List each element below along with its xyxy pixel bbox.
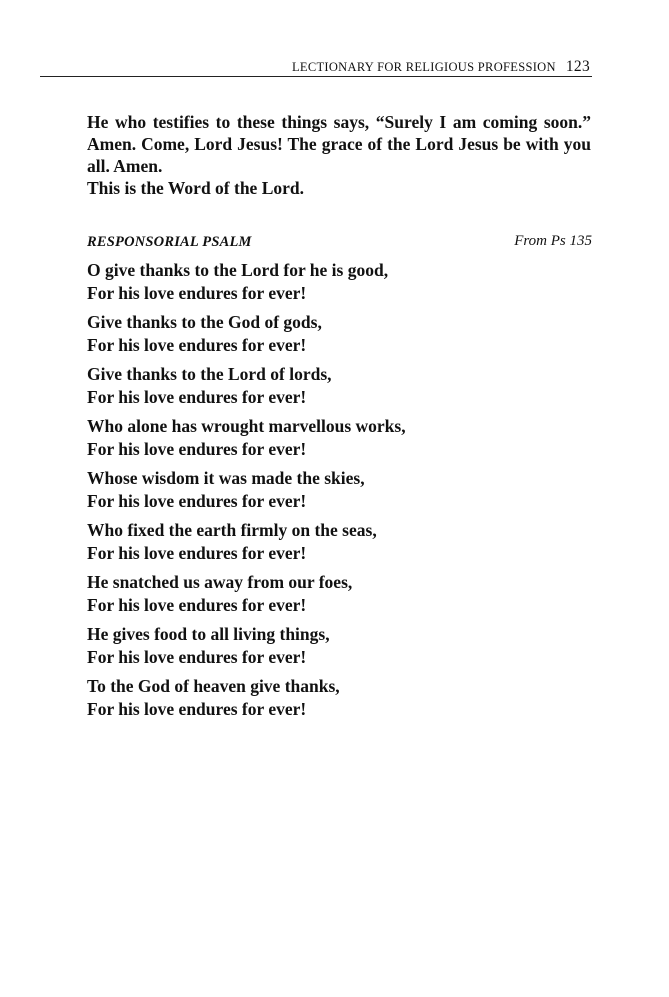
running-title: LECTIONARY FOR RELIGIOUS PROFESSION	[291, 60, 556, 74]
psalm-verse-line: Give thanks to the Lord of lords,	[87, 364, 332, 384]
psalm-verse-line: He gives food to all living things,	[87, 624, 330, 644]
psalm-response: For his love endures for ever!	[87, 594, 307, 615]
psalm-verse-line: O give thanks to the Lord for he is good,	[87, 260, 389, 280]
psalm-stanza	[87, 467, 567, 512]
running-header	[0, 58, 590, 76]
psalm-stanza	[87, 623, 567, 668]
psalm-response: For his love endures for ever!	[87, 438, 307, 459]
psalm-response: For his love endures for ever!	[87, 490, 307, 511]
psalm-verse-line: Whose wisdom it was made the skies,	[87, 468, 365, 488]
psalm-response: For his love endures for ever!	[87, 646, 307, 667]
psalm-source: From Ps 135	[514, 233, 592, 249]
psalm-verse-line: Who fixed the earth firmly on the seas,	[87, 520, 377, 540]
psalm-stanza	[87, 571, 567, 616]
psalm-stanza	[87, 675, 567, 720]
psalm-response: For his love endures for ever!	[87, 386, 307, 407]
psalm-response: For his love endures for ever!	[87, 282, 307, 303]
psalm-stanza	[87, 519, 567, 564]
psalm-response: For his love endures for ever!	[87, 334, 307, 355]
psalm-verse-line: To the God of heaven give thanks,	[87, 676, 340, 696]
psalm-stanza	[87, 311, 567, 356]
psalm-verse-line: Give thanks to the God of gods,	[87, 312, 322, 332]
psalm-body	[87, 259, 567, 727]
reading-paragraph: He who testifies to these things says, “Surely I am coming soon.” Amen. Come, Lord Jesus! The grace of the Lord Jesus be with you all. Amen.	[87, 112, 591, 176]
psalm-heading	[87, 233, 592, 251]
psalm-response: For his love endures for ever!	[87, 698, 307, 719]
reading-closing: This is the Word of the Lord.	[87, 178, 304, 198]
header-rule	[40, 76, 592, 77]
psalm-verse-line: Who alone has wrought marvellous works,	[87, 416, 406, 436]
psalm-response: For his love endures for ever!	[87, 542, 307, 563]
psalm-stanza	[87, 415, 567, 460]
psalm-stanza	[87, 259, 567, 304]
reading-text	[87, 111, 591, 199]
psalm-stanza	[87, 363, 567, 408]
page-number: 123	[565, 58, 590, 75]
psalm-verse-line: He snatched us away from our foes,	[87, 572, 353, 592]
psalm-title: RESPONSORIAL PSALM	[87, 234, 252, 250]
